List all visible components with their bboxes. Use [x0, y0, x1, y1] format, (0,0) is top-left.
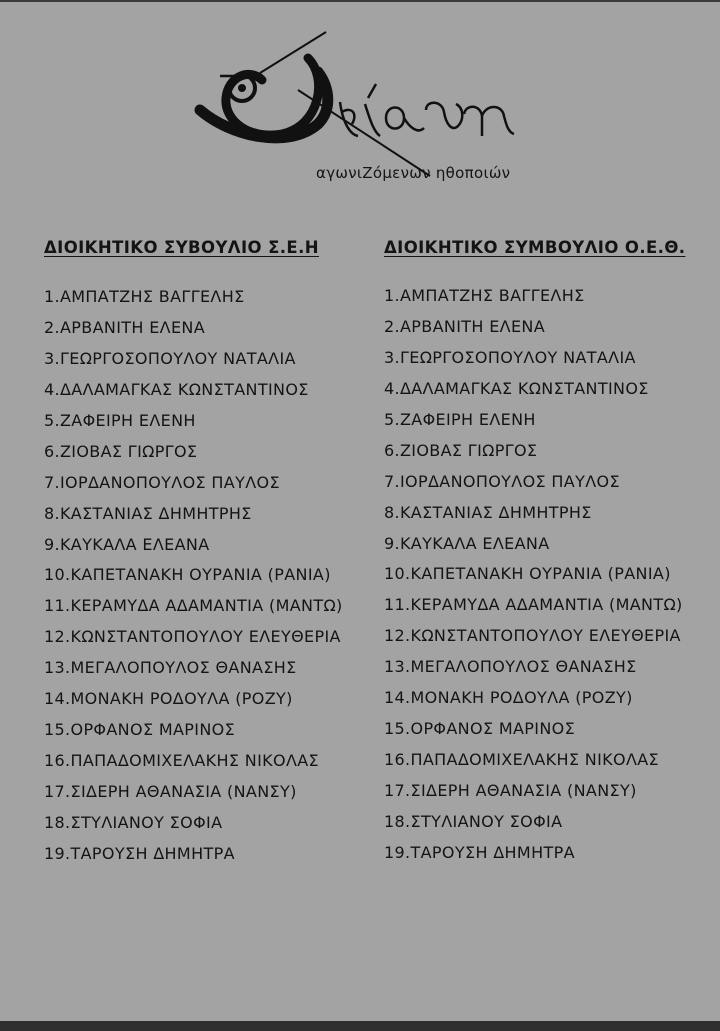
list-item: 7.ΙΟΡΔΑΝΟΠΟΥΛΟΣ ΠΑΥΛΟΣ: [44, 472, 280, 492]
list-item: 19.ΤΑΡΟΥΣΗ ΔΗΜΗΤΡΑ: [384, 842, 575, 862]
list-item: 18.ΣΤΥΛΙΑΝΟΥ ΣΟΦΙΑ: [384, 811, 563, 831]
right-column-heading: ΔΙΟΙΚΗΤΙΚΟ ΣΥΜΒΟΥΛΙΟ Ο.Ε.Θ.: [384, 238, 686, 257]
left-column-heading: ΔΙΟΙΚΗΤΙΚΟ ΣΥΒΟΥΛΙΟ Σ.Ε.Η: [44, 238, 319, 257]
list-item: 6.ΖΙΟΒΑΣ ΓΙΩΡΓΟΣ: [44, 441, 198, 461]
list-item: 7.ΙΟΡΔΑΝΟΠΟΥΛΟΣ ΠΑΥΛΟΣ: [384, 471, 620, 491]
right-column: [384, 238, 714, 869]
list-item: 12.ΚΩΝΣΤΑΝΤΟΠΟΥΛΟΥ ΕΛΕΥΘΕΡΙΑ: [384, 626, 681, 646]
list-item: 16.ΠΑΠΑΔΟΜΙΧΕΛΑΚΗΣ ΝΙΚΟΛΑΣ: [384, 750, 660, 770]
list-item: 12.ΚΩΝΣΤΑΝΤΟΠΟΥΛΟΥ ΕΛΕΥΘΕΡΙΑ: [44, 627, 341, 647]
left-column: [44, 238, 364, 870]
list-item: 2.ΑΡΒΑΝΙΤΗ ΕΛΕΝΑ: [384, 316, 546, 336]
list-item: 11.ΚΕΡΑΜΥΔΑ ΑΔΑΜΑΝΤΙΑ (ΜΑΝΤΩ): [384, 595, 683, 615]
list-item: 9.ΚΑΥΚΑΛΑ ΕΛΕΑΝΑ: [384, 533, 550, 553]
top-edge-line: [0, 0, 720, 2]
list-item: 11.ΚΕΡΑΜΥΔΑ ΑΔΑΜΑΝΤΙΑ (ΜΑΝΤΩ): [44, 596, 343, 616]
list-item: 13.ΜΕΓΑΛΟΠΟΥΛΟΣ ΘΑΝΑΣΗΣ: [384, 657, 637, 677]
bottom-bar: [0, 1021, 720, 1031]
list-item: 10.ΚΑΠΕΤΑΝΑΚΗ ΟΥΡΑΝΙΑ (ΡΑΝΙΑ): [384, 564, 671, 584]
list-item: 15.ΟΡΦΑΝΟΣ ΜΑΡΙΝΟΣ: [384, 719, 576, 739]
list-item: 10.ΚΑΠΕΤΑΝΑΚΗ ΟΥΡΑΝΙΑ (ΡΑΝΙΑ): [44, 565, 331, 585]
list-item: 17.ΣΙΔΕΡΗ ΑΘΑΝΑΣΙΑ (ΝΑΝΣΥ): [384, 781, 637, 800]
list-item: 15.ΟΡΦΑΝΟΣ ΜΑΡΙΝΟΣ: [44, 720, 236, 740]
list-item: 19.ΤΑΡΟΥΣΗ ΔΗΜΗΤΡΑ: [44, 843, 235, 863]
list-item: 14.ΜΟΝΑΚΗ ΡΟΔΟΥΛΑ (ΡΟΖΥ): [384, 688, 633, 708]
list-item: 1.ΑΜΠΑΤΖΗΣ ΒΑΓΓΕΛΗΣ: [44, 287, 245, 306]
list-item: 6.ΖΙΟΒΑΣ ΓΙΩΡΓΟΣ: [384, 440, 538, 460]
list-item: 8.ΚΑΣΤΑΝΙΑΣ ΔΗΜΗΤΡΗΣ: [44, 503, 252, 523]
list-item: 2.ΑΡΒΑΝΙΤΗ ΕΛΕΝΑ: [44, 317, 206, 337]
list-item: 8.ΚΑΣΤΑΝΙΑΣ ΔΗΜΗΤΡΗΣ: [384, 502, 592, 522]
list-item: 9.ΚΑΥΚΑΛΑ ΕΛΕΑΝΑ: [44, 534, 210, 554]
list-item: 5.ΖΑΦΕΙΡΗ ΕΛΕΝΗ: [44, 410, 196, 430]
list-item: 3.ΓΕΩΡΓΟΣΟΠΟΥΛΟΥ ΝΑΤΑΛΙΑ: [44, 348, 296, 368]
list-item: 13.ΜΕΓΑΛΟΠΟΥΛΟΣ ΘΑΝΑΣΗΣ: [44, 658, 297, 678]
list-item: 16.ΠΑΠΑΔΟΜΙΧΕΛΑΚΗΣ ΝΙΚΟΛΑΣ: [44, 751, 320, 771]
list-item: 18.ΣΤΥΛΙΑΝΟΥ ΣΟΦΙΑ: [44, 812, 223, 832]
list-item: 1.ΑΜΠΑΤΖΗΣ ΒΑΓΓΕΛΗΣ: [384, 286, 585, 305]
list-item: 17.ΣΙΔΕΡΗ ΑΘΑΝΑΣΙΑ (ΝΑΝΣΥ): [44, 782, 297, 801]
logo-subtitle: αγωνιΖόμενων ηθοποιών: [316, 164, 511, 182]
list-item: 5.ΖΑΦΕΙΡΗ ΕΛΕΝΗ: [384, 409, 536, 429]
list-item: 14.ΜΟΝΑΚΗ ΡΟΔΟΥΛΑ (ΡΟΖΥ): [44, 689, 293, 709]
list-item: 3.ΓΕΩΡΓΟΣΟΠΟΥΛΟΥ ΝΑΤΑΛΙΑ: [384, 347, 636, 367]
logo: [190, 28, 535, 193]
right-member-list: [384, 281, 714, 869]
list-item: 4.ΔΑΛΑΜΑΓΚΑΣ ΚΩΝΣΤΑΝΤΙΝΟΣ: [44, 379, 309, 399]
left-member-list: [44, 282, 364, 870]
list-item: 4.ΔΑΛΑΜΑΓΚΑΣ ΚΩΝΣΤΑΝΤΙΝΟΣ: [384, 378, 649, 398]
